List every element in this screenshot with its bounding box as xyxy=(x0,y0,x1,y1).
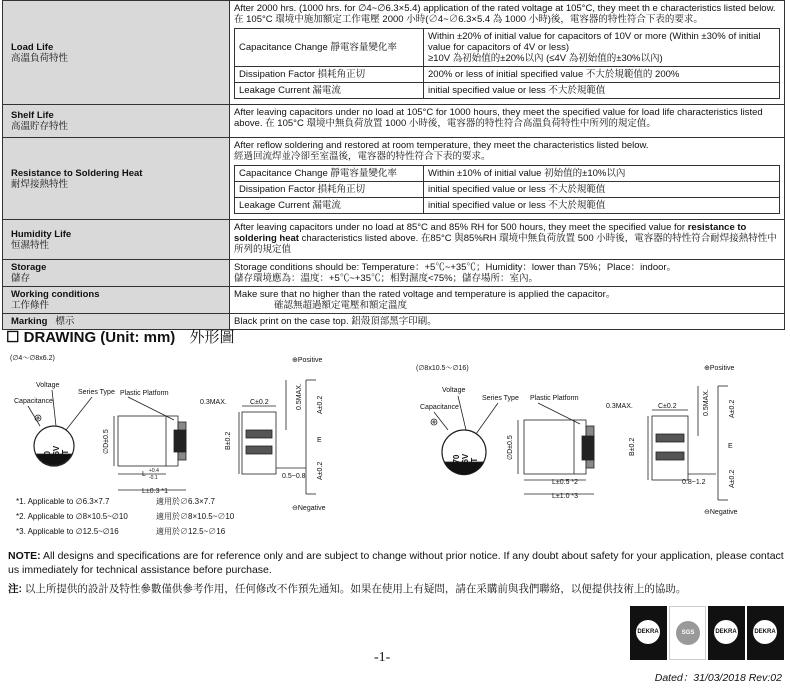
label-shelf-life xyxy=(3,105,230,138)
subtable-row xyxy=(235,29,780,67)
d05-label: ∅D±0.5 xyxy=(507,435,514,460)
intro-cn: 在 105°C 環境中施加額定工作電壓 2000 小時(∅4~∅6.3×5.4 為 1000 小時)後，電容器的特性符合下表的要求。 xyxy=(234,14,703,25)
subtable-row xyxy=(235,182,780,198)
drawing-title: DRAWING (Unit: mm) xyxy=(23,329,176,346)
load-life-subtable xyxy=(234,28,780,99)
sub-value: initial specified value or less 不大於規範值 xyxy=(424,198,780,214)
subtable-row xyxy=(235,83,780,99)
sub-value-cn: ≥10V 為初始值的±20%以內 (≤4V 為初始值的±30%以內) xyxy=(428,53,663,64)
e-label: E xyxy=(317,437,322,444)
max05-label: 0.5MAX. xyxy=(703,389,710,416)
sub-value: initial specified value or less 不大於規範值 xyxy=(424,83,780,99)
label-storage xyxy=(3,260,230,287)
row-load-life xyxy=(3,1,785,105)
label-working xyxy=(3,287,230,314)
footer-note-cn xyxy=(8,582,786,596)
cap-text-2: VT xyxy=(61,449,70,460)
e-label: E xyxy=(728,443,733,450)
sub-key: Dissipation Factor 損耗角正切 xyxy=(235,67,424,83)
label-cn: 恒濕特性 xyxy=(11,239,50,251)
sub-key: Dissipation Factor 損耗角正切 xyxy=(235,182,424,198)
note-cn: 適用於∅6.3×7.7 xyxy=(156,497,215,506)
max05-label: 0.5MAX. xyxy=(296,383,303,410)
sub-value: Within ±10% of initial value 初始值的±10%以內 xyxy=(424,166,780,182)
negative-label: ⊖Negative xyxy=(704,509,738,516)
series-label: Series Type xyxy=(78,389,115,396)
page-number: -1- xyxy=(374,650,391,665)
text-cn: 確認無超過額定電壓和額定溫度 xyxy=(274,300,408,311)
a02-top-label: A±0.2 xyxy=(729,399,736,418)
label-cn: 標示 xyxy=(55,316,75,327)
label-en: Resistance to Soldering Heat xyxy=(11,167,143,179)
text-a: After leaving capacitors under no load at 85°C and 85% RH for 500 hours, they meet the specified value for xyxy=(234,222,688,233)
cell-humidity xyxy=(230,220,785,260)
note-en: *3. Applicable to ∅12.5~∅16 xyxy=(16,527,119,536)
note-text: All designs and specifications are for reference only and are subject to change without prior notice. If any doubt about safety for your application, please contact us immediately for technical assistance before purchase. xyxy=(8,550,784,576)
c02-label: C±0.2 xyxy=(658,403,677,410)
positive-label: ⊕Positive xyxy=(292,357,323,364)
subtable-row xyxy=(235,67,780,83)
label-humidity xyxy=(3,220,230,260)
dekra-logo-icon: DEKRA xyxy=(708,606,745,660)
sub-key: Capacitance Change 靜電容量變化率 xyxy=(235,166,424,182)
label-soldering xyxy=(3,138,230,220)
label-cn: 工作條件 xyxy=(11,300,50,311)
text-en: After leaving capacitors under no load at 105°C for 1000 hours, they meet the specified value for load life characteristics listed above. xyxy=(234,107,763,129)
capacitance-label: Capacitance xyxy=(14,398,53,405)
range-label: (∅4～∅8x6.2) xyxy=(10,355,55,362)
note-cn: 適用於∅8×10.5~∅10 xyxy=(156,512,235,521)
note-cn-text: 以上所提供的設計及特性參數僅供參考作用，任何修改不作預先通知。如果在使用上有疑問，請在采購前與我們聯絡，以便提供技術上的協助。 xyxy=(22,583,687,595)
subtable-row xyxy=(235,198,780,214)
cap-text-1: 16V xyxy=(52,445,61,460)
label-en: Load Life xyxy=(11,41,54,53)
intro-en: After 2000 hrs. (1000 hrs. for ∅4~∅6.3×5.4) application of the rated voltage at 105°C, they meet th e characteristics listed below. xyxy=(234,3,776,14)
drawing-notes xyxy=(16,494,234,539)
note-row xyxy=(16,524,234,539)
c02-label: C±0.2 xyxy=(250,399,269,406)
label-en: Humidity Life xyxy=(11,228,72,240)
capacitor-front-view xyxy=(652,416,688,480)
note-row xyxy=(16,494,234,509)
max03-label: 0.3MAX. xyxy=(606,403,633,410)
l10-label: L±1.0 *3 xyxy=(552,493,579,500)
text-en: Make sure that no higher than the rated voltage and temperature is applied the capacitor。 xyxy=(234,289,616,300)
sub-key: Leakage Current 漏電流 xyxy=(235,83,424,99)
sub-value xyxy=(424,29,780,67)
row-humidity xyxy=(3,220,785,260)
range0812-label: 0.8~1.2 xyxy=(682,479,706,486)
text-cn: 在 105°C 環境中無負荷放置 1000 小時後，電容器的特性符合高溫負荷特性中所列的規定值。 xyxy=(265,118,656,129)
drawing-heading xyxy=(6,326,234,347)
drawing-right xyxy=(412,356,782,522)
note-en: *1. Applicable to ∅6.3×7.7 xyxy=(16,497,110,506)
cell-load-life xyxy=(230,1,785,105)
voltage-label: Voltage xyxy=(36,382,60,389)
label-en: Working conditions xyxy=(11,289,100,300)
label-en: Storage xyxy=(11,262,47,273)
drawing-title-cn: 外形圖 xyxy=(189,329,235,346)
label-en: Marking xyxy=(11,316,48,327)
note-en: *2. Applicable to ∅8×10.5~∅10 xyxy=(16,512,128,521)
label-cn: 高溫負荷特性 xyxy=(11,52,69,64)
label-load-life xyxy=(3,1,230,105)
capacitor-side-view xyxy=(524,420,586,474)
b02-label: B±0.2 xyxy=(629,437,636,456)
sub-value: 200% or less of initial specified value 不大於規範值的 200% xyxy=(424,67,780,83)
label-cn: 耐焊接熱特性 xyxy=(11,178,69,190)
spec-table xyxy=(2,0,785,330)
cell-working xyxy=(230,287,785,314)
intro-cn: 經過回流焊並冷卻至室溫後，電容器的特性符合下表的要求。 xyxy=(234,151,491,162)
certification-logos xyxy=(630,606,784,660)
cell-soldering xyxy=(230,138,785,220)
capacitor-front-view xyxy=(242,412,276,474)
a02-bottom-label: A±0.2 xyxy=(317,461,324,480)
sgs-logo-icon: SGS xyxy=(669,606,706,660)
a02-bottom-label: A±0.2 xyxy=(729,469,736,488)
sub-value: initial specified value or less 不大於規範值 xyxy=(424,182,780,198)
a02-top-label: A±0.2 xyxy=(317,395,324,414)
text-bold: resistance to soldering heat xyxy=(234,222,747,244)
sub-key: Leakage Current 漏電流 xyxy=(235,198,424,214)
cap-text-1: 16V xyxy=(461,453,470,468)
text-cn: 儲存環境應為：溫度：+5℃~+35℃；相對濕度<75%；儲存場所：室內。 xyxy=(234,273,539,284)
text-b: characteristics listed above. 在85°C 與85%RH 環境中無負荷放置 500 小時後，電容器的特性符合耐焊接熱特性中所列的規定值 xyxy=(234,233,777,255)
note-cn-label: 注: xyxy=(8,583,22,595)
cell-marking: Black print on the case top. 鋁殼頂部黑字印刷。 xyxy=(230,314,785,330)
cap-text-0: 470 xyxy=(452,454,461,468)
ltol-top: +0.4 xyxy=(149,468,159,474)
sub-key: Capacitance Change 靜電容量變化率 xyxy=(235,29,424,67)
checkbox-icon: ☐ xyxy=(6,329,20,346)
text-en: Storage conditions should be: Temperature：+5℃~+35℃；Humidity：lower than 75%；Place：indoor。 xyxy=(234,262,677,273)
cell-storage xyxy=(230,260,785,287)
cap-text-0: 10 xyxy=(43,451,52,460)
row-shelf-life xyxy=(3,105,785,138)
l03-label: L±0.3 *1 xyxy=(142,488,169,495)
intro-en: After reflow soldering and restored at room temperature, they meet the characteristics listed below. xyxy=(234,140,649,151)
footer-note xyxy=(8,549,786,577)
row-soldering xyxy=(3,138,785,220)
soldering-subtable xyxy=(234,165,780,214)
series-label: Series Type xyxy=(482,395,519,402)
ltol-bot: -0.1 xyxy=(149,475,158,481)
positive-label: ⊕Positive xyxy=(704,365,735,372)
negative-label: ⊖Negative xyxy=(292,505,326,512)
dated-revision: Dated：31/03/2018 Rev:02 xyxy=(654,672,782,684)
d05-label: ∅D±0.5 xyxy=(103,429,110,454)
l05-label: L±0.5 *2 xyxy=(552,479,579,486)
note-row xyxy=(16,509,234,524)
l-label: L xyxy=(142,471,146,478)
label-en: Shelf Life xyxy=(11,110,54,121)
cap-text-2: VT xyxy=(470,457,479,468)
drawing-left xyxy=(6,350,346,518)
label-cn: 儲存 xyxy=(11,273,31,284)
row-working xyxy=(3,287,785,314)
note-cn: 適用於∅12.5~∅16 xyxy=(156,527,226,536)
plastic-label: Plastic Platform xyxy=(530,395,579,402)
plastic-label: Plastic Platform xyxy=(120,390,169,397)
label-cn: 高溫貯存特性 xyxy=(11,121,69,132)
note-label: NOTE: xyxy=(8,550,41,562)
capacitor-side-view xyxy=(118,416,178,466)
range-label: (∅8x10.5～∅16) xyxy=(416,365,469,372)
capacitance-label: Capacitance xyxy=(420,404,459,411)
cell-shelf-life xyxy=(230,105,785,138)
subtable-row xyxy=(235,166,780,182)
dekra-logo-icon: DEKRA xyxy=(630,606,667,660)
range0508-label: 0.5~0.8 xyxy=(282,473,306,480)
row-storage xyxy=(3,260,785,287)
sub-value-en: Within ±20% of initial value for capacitors of 10V or more (Within ±30% of initial value for capacitors of 4V or less) xyxy=(428,31,761,53)
dekra-logo-icon: DEKRA xyxy=(747,606,784,660)
b02-label: B±0.2 xyxy=(225,431,232,450)
voltage-label: Voltage xyxy=(442,387,466,394)
max03-label: 0.3MAX. xyxy=(200,399,227,406)
